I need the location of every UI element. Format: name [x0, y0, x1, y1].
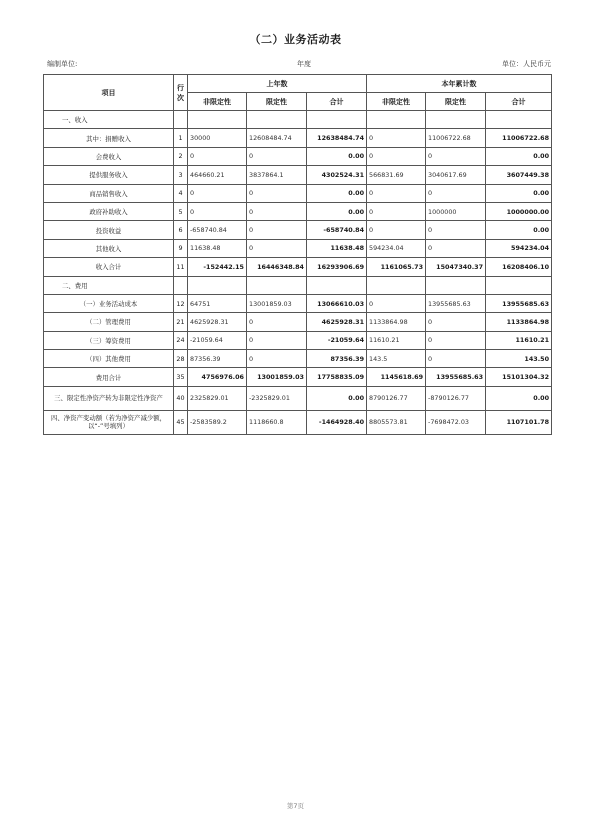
- cell-py-non-restricted: -2583589.2: [188, 410, 247, 434]
- cell-cy-restricted: 0: [426, 147, 486, 165]
- row-label: 其中：捐赠收入: [44, 129, 174, 147]
- table-row: [44, 202, 552, 220]
- cell-cy-non-restricted: 143.5: [367, 350, 426, 368]
- row-label: 会费收入: [44, 147, 174, 165]
- cell-cy-non-restricted: 1145618.69: [367, 368, 426, 386]
- cell-py-total: 4625928.31: [307, 313, 367, 331]
- cell-py-non-restricted: -658740.84: [188, 221, 247, 239]
- cell-py-non-restricted: -21059.64: [188, 331, 247, 349]
- cell-cy-non-restricted: 8805573.81: [367, 410, 426, 434]
- table-row: [44, 111, 552, 129]
- row-label: 其他收入: [44, 239, 174, 257]
- header-py-total: 合计: [307, 93, 367, 111]
- row-line-no: [174, 276, 188, 294]
- year-label: 年度: [297, 60, 311, 68]
- cell-py-restricted: 3837864.1: [247, 166, 307, 184]
- cell-cy-total: 0.00: [486, 221, 552, 239]
- cell-py-total: [307, 276, 367, 294]
- cell-cy-restricted: 0: [426, 350, 486, 368]
- cell-cy-restricted: 0: [426, 331, 486, 349]
- cell-cy-restricted: 13955685.63: [426, 368, 486, 386]
- header-cy-restricted: 限定性: [426, 93, 486, 111]
- cell-cy-non-restricted: 0: [367, 294, 426, 312]
- cell-py-non-restricted: 30000: [188, 129, 247, 147]
- cell-cy-total: 15101304.32: [486, 368, 552, 386]
- cell-cy-total: 0.00: [486, 147, 552, 165]
- cell-py-total: -1464928.40: [307, 410, 367, 434]
- cell-py-total: -658740.84: [307, 221, 367, 239]
- cell-py-non-restricted: [188, 111, 247, 129]
- cell-cy-total: 11006722.68: [486, 129, 552, 147]
- header-cy-non-restricted: 非限定性: [367, 93, 426, 111]
- row-label: 三、限定性净资产转为非限定性净资产: [44, 386, 174, 410]
- table-row: [44, 166, 552, 184]
- row-line-no: 40: [174, 386, 188, 410]
- row-label: （三）筹资费用: [44, 331, 174, 349]
- cell-py-total: -21059.64: [307, 331, 367, 349]
- cell-py-total: [307, 111, 367, 129]
- row-line-no: 35: [174, 368, 188, 386]
- cell-py-restricted: 0: [247, 331, 307, 349]
- cell-py-total: 11638.48: [307, 239, 367, 257]
- cell-py-total: 17758835.09: [307, 368, 367, 386]
- row-label: 提供服务收入: [44, 166, 174, 184]
- cell-cy-non-restricted: [367, 276, 426, 294]
- cell-cy-total: 594234.04: [486, 239, 552, 257]
- cell-cy-non-restricted: 594234.04: [367, 239, 426, 257]
- row-line-no: 45: [174, 410, 188, 434]
- cell-cy-non-restricted: 0: [367, 147, 426, 165]
- cell-py-non-restricted: 4625928.31: [188, 313, 247, 331]
- row-label: 一、收入: [44, 111, 174, 129]
- header-row-1: [44, 75, 552, 93]
- cell-cy-total: [486, 276, 552, 294]
- header-prev-year: 上年数: [188, 75, 367, 93]
- row-line-no: 28: [174, 350, 188, 368]
- cell-py-total: 12638484.74: [307, 129, 367, 147]
- row-label: （二）管理费用: [44, 313, 174, 331]
- currency-unit-label: 单位：人民币元: [502, 60, 551, 68]
- cell-py-restricted: 16446348.84: [247, 258, 307, 276]
- cell-cy-restricted: [426, 276, 486, 294]
- cell-cy-total: 11610.21: [486, 331, 552, 349]
- cell-cy-non-restricted: 0: [367, 202, 426, 220]
- cell-py-restricted: 1118660.8: [247, 410, 307, 434]
- cell-cy-total: 0.00: [486, 386, 552, 410]
- cell-py-restricted: 0: [247, 350, 307, 368]
- cell-cy-total: 1133864.98: [486, 313, 552, 331]
- table-row: [44, 331, 552, 349]
- cell-py-total: 0.00: [307, 386, 367, 410]
- cell-cy-total: 16208406.10: [486, 258, 552, 276]
- cell-py-restricted: [247, 276, 307, 294]
- cell-py-non-restricted: 2325829.01: [188, 386, 247, 410]
- cell-cy-restricted: 11006722.68: [426, 129, 486, 147]
- cell-py-restricted: -2325829.01: [247, 386, 307, 410]
- cell-cy-total: 0.00: [486, 184, 552, 202]
- header-cy-total: 合计: [486, 93, 552, 111]
- cell-py-non-restricted: 464660.21: [188, 166, 247, 184]
- row-line-no: 6: [174, 221, 188, 239]
- cell-py-non-restricted: -152442.15: [188, 258, 247, 276]
- cell-cy-non-restricted: 1161065.73: [367, 258, 426, 276]
- row-label: 投资收益: [44, 221, 174, 239]
- cell-py-restricted: 0: [247, 202, 307, 220]
- cell-py-total: 0.00: [307, 202, 367, 220]
- cell-cy-non-restricted: 1133864.98: [367, 313, 426, 331]
- cell-py-restricted: 12608484.74: [247, 129, 307, 147]
- cell-cy-restricted: 0: [426, 221, 486, 239]
- cell-cy-total: 1000000.00: [486, 202, 552, 220]
- cell-py-restricted: 0: [247, 313, 307, 331]
- row-line-no: [174, 111, 188, 129]
- cell-py-total: 4302524.31: [307, 166, 367, 184]
- row-label: 政府补助收入: [44, 202, 174, 220]
- cell-py-non-restricted: 0: [188, 184, 247, 202]
- row-line-no: 24: [174, 331, 188, 349]
- row-line-no: 3: [174, 166, 188, 184]
- cell-py-restricted: 0: [247, 221, 307, 239]
- cell-py-total: 87356.39: [307, 350, 367, 368]
- cell-cy-non-restricted: 0: [367, 184, 426, 202]
- table-row: [44, 350, 552, 368]
- cell-cy-restricted: 13955685.63: [426, 294, 486, 312]
- cell-py-non-restricted: 87356.39: [188, 350, 247, 368]
- row-line-no: 9: [174, 239, 188, 257]
- row-label: 二、费用: [44, 276, 174, 294]
- row-line-no: 11: [174, 258, 188, 276]
- cell-cy-total: [486, 111, 552, 129]
- row-label: （一）业务活动成本: [44, 294, 174, 312]
- cell-py-restricted: 0: [247, 184, 307, 202]
- cell-py-non-restricted: 64751: [188, 294, 247, 312]
- cell-cy-total: 1107101.78: [486, 410, 552, 434]
- cell-cy-restricted: 15047340.37: [426, 258, 486, 276]
- cell-cy-restricted: [426, 111, 486, 129]
- table-row: [44, 386, 552, 410]
- cell-py-total: 16293906.69: [307, 258, 367, 276]
- cell-cy-restricted: 0: [426, 184, 486, 202]
- page-number: 第7页: [286, 802, 305, 810]
- cell-py-non-restricted: [188, 276, 247, 294]
- row-label: 商品销售收入: [44, 184, 174, 202]
- cell-py-restricted: 13001859.03: [247, 294, 307, 312]
- cell-py-non-restricted: 0: [188, 202, 247, 220]
- cell-py-non-restricted: 0: [188, 147, 247, 165]
- row-line-no: 1: [174, 129, 188, 147]
- cell-cy-non-restricted: 8790126.77: [367, 386, 426, 410]
- cell-py-restricted: 13001859.03: [247, 368, 307, 386]
- table-row: [44, 147, 552, 165]
- cell-cy-restricted: 3040617.69: [426, 166, 486, 184]
- table-row: [44, 129, 552, 147]
- table-row-subtotal: [44, 368, 552, 386]
- row-line-no: 12: [174, 294, 188, 312]
- row-label: 收入合计: [44, 258, 174, 276]
- cell-cy-restricted: -7698472.03: [426, 410, 486, 434]
- page-title: （二）业务活动表: [249, 33, 342, 46]
- cell-py-restricted: 0: [247, 147, 307, 165]
- row-line-no: 2: [174, 147, 188, 165]
- table-row: [44, 313, 552, 331]
- cell-cy-non-restricted: 11610.21: [367, 331, 426, 349]
- activity-statement-table: [43, 74, 552, 435]
- cell-py-non-restricted: 11638.48: [188, 239, 247, 257]
- cell-py-restricted: 0: [247, 239, 307, 257]
- header-line-no: [174, 75, 188, 111]
- cell-cy-non-restricted: 0: [367, 221, 426, 239]
- cell-py-total: 0.00: [307, 184, 367, 202]
- table-row: [44, 184, 552, 202]
- table-row: [44, 276, 552, 294]
- table-row: [44, 294, 552, 312]
- table-row: [44, 239, 552, 257]
- header-curr-year: 本年累计数: [367, 75, 552, 93]
- row-label: 四、净资产变动额（若为净资产减少额，以“-”号填列）: [44, 410, 174, 434]
- cell-cy-restricted: 0: [426, 239, 486, 257]
- table-row: [44, 221, 552, 239]
- row-label: 费用合计: [44, 368, 174, 386]
- row-line-no: 4: [174, 184, 188, 202]
- table-row-subtotal: [44, 258, 552, 276]
- meta-row: [43, 59, 551, 71]
- header-py-non-restricted: 非限定性: [188, 93, 247, 111]
- header-item: 项目: [44, 75, 174, 111]
- reporting-unit-label: 编制单位:: [47, 60, 78, 68]
- cell-cy-restricted: 1000000: [426, 202, 486, 220]
- row-label: （四）其他费用: [44, 350, 174, 368]
- cell-cy-non-restricted: 566831.69: [367, 166, 426, 184]
- cell-py-restricted: [247, 111, 307, 129]
- cell-py-non-restricted: 4756976.06: [188, 368, 247, 386]
- cell-py-total: 0.00: [307, 147, 367, 165]
- header-line-no-text: 行次: [177, 83, 184, 102]
- cell-cy-total: 3607449.38: [486, 166, 552, 184]
- row-line-no: 21: [174, 313, 188, 331]
- header-py-restricted: 限定性: [247, 93, 307, 111]
- cell-cy-total: 13955685.63: [486, 294, 552, 312]
- cell-cy-non-restricted: [367, 111, 426, 129]
- row-line-no: 5: [174, 202, 188, 220]
- cell-cy-restricted: 0: [426, 313, 486, 331]
- cell-py-total: 13066610.03: [307, 294, 367, 312]
- cell-cy-restricted: -8790126.77: [426, 386, 486, 410]
- cell-cy-non-restricted: 0: [367, 129, 426, 147]
- table-row: [44, 410, 552, 434]
- cell-cy-total: 143.50: [486, 350, 552, 368]
